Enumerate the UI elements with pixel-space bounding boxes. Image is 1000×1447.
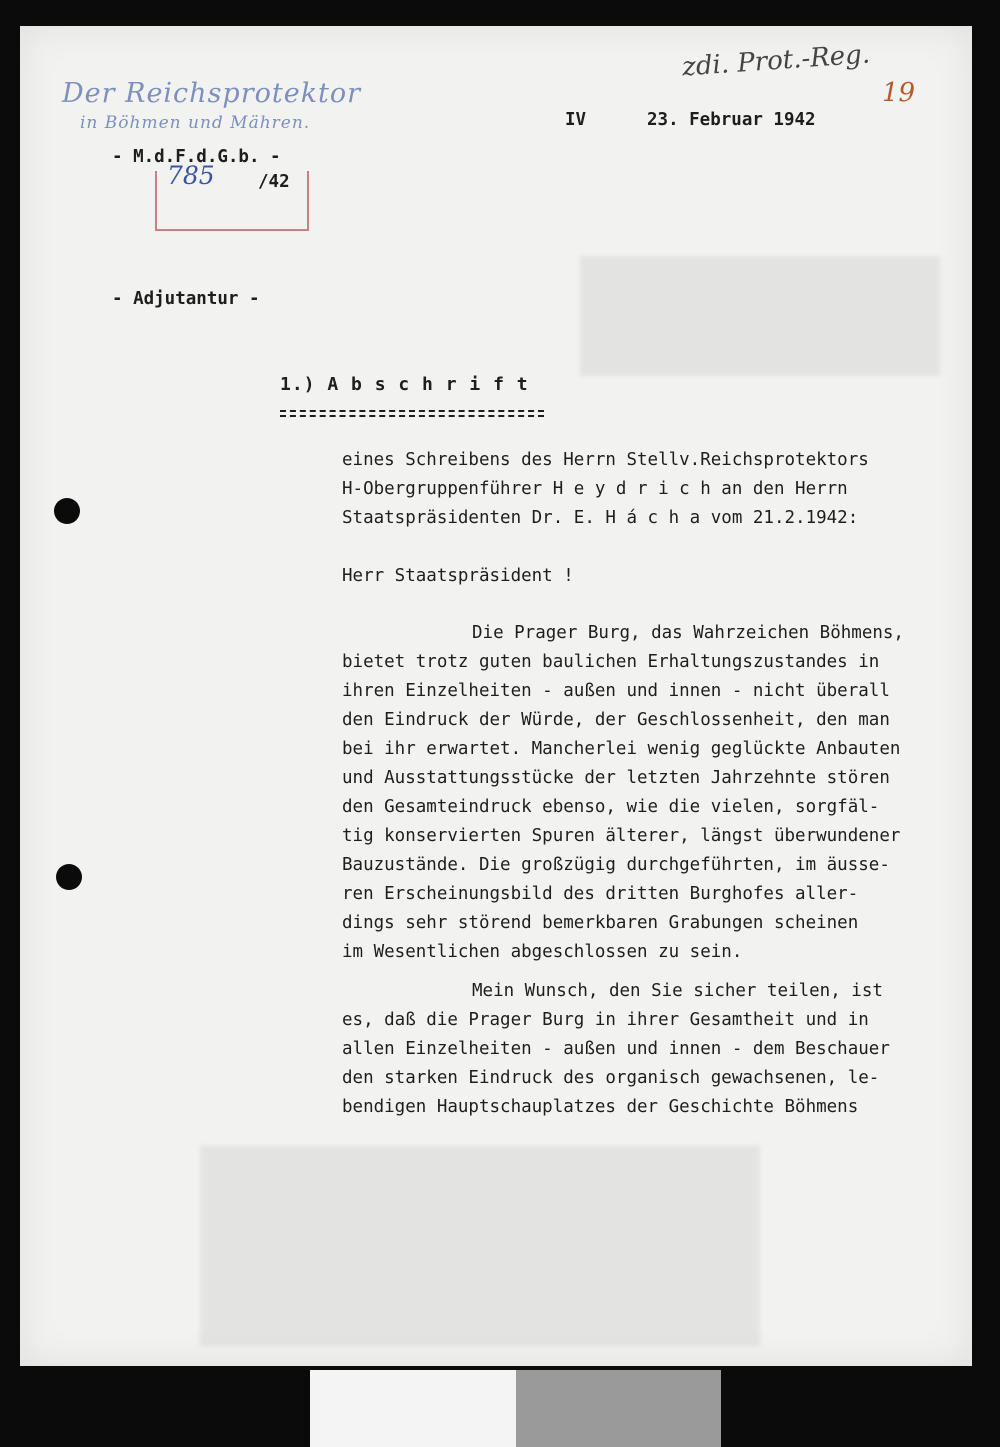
paragraph-line: ihren Einzelheiten - außen und innen - nicht überall — [342, 681, 890, 701]
office-code: - M.d.F.d.G.b. - — [112, 147, 281, 167]
bleed-through-smudge — [580, 256, 940, 376]
paragraph-line: tig konservierten Spuren älterer, längst überwundener — [342, 826, 901, 846]
paragraph-line: Mein Wunsch, den Sie sicher teilen, ist — [472, 981, 883, 1001]
handwritten-reference-number: 785 — [167, 161, 215, 190]
paragraph-line: dings sehr störend bemerkbaren Grabungen scheinen — [342, 913, 859, 933]
intro-line: eines Schreibens des Herrn Stellv.Reichsprotektors — [342, 450, 869, 470]
paragraph-line: den starken Eindruck des organisch gewachsenen, le- — [342, 1068, 880, 1088]
punch-hole — [54, 498, 80, 524]
paragraph-line: es, daß die Prager Burg in ihrer Gesamtheit und in — [342, 1010, 869, 1030]
paragraph-line: ren Erscheinungsbild des dritten Burghofes aller- — [342, 884, 859, 904]
paragraph-line: allen Einzelheiten - außen und innen - dem Beschauer — [342, 1039, 890, 1059]
handwritten-page-number: 19 — [882, 78, 916, 108]
stamp-line-2: in Böhmen und Mähren. — [80, 113, 311, 133]
paragraph-line: bei ihr erwartet. Mancherlei wenig geglückte Anbauten — [342, 739, 901, 759]
intro-line: Staatspräsidenten Dr. E. H á c h a vom 21.2.1942: — [342, 508, 859, 528]
intro-line: H-Obergruppenführer H e y d r i c h an den Herrn — [342, 479, 848, 499]
reference-suffix: /42 — [258, 172, 290, 192]
paragraph-line: und Ausstattungsstücke der letzten Jahrzehnte stören — [342, 768, 890, 788]
paragraph-line: den Eindruck der Würde, der Geschlossenheit, den man — [342, 710, 890, 730]
department-code: IV — [565, 110, 587, 130]
heading-underline — [280, 410, 544, 417]
punch-hole — [56, 864, 82, 890]
handwritten-note: zdi. Prot.-Reg. — [681, 39, 871, 83]
document-page — [20, 26, 972, 1366]
document-date: 23. Februar 1942 — [647, 110, 816, 130]
paragraph-line: Die Prager Burg, das Wahrzeichen Böhmens, — [472, 623, 904, 643]
document-heading: 1.) A b s c h r i f t — [280, 374, 529, 395]
scan-color-strip-gray — [516, 1370, 721, 1447]
section-label: - Adjutantur - — [112, 289, 260, 309]
paragraph-line: im Wesentlichen abgeschlossen zu sein. — [342, 942, 743, 962]
scan-color-strip-white — [310, 1370, 516, 1447]
salutation: Herr Staatspräsident ! — [342, 566, 574, 586]
bleed-through-smudge — [200, 1146, 760, 1346]
stamp-line-1: Der Reichsprotektor — [62, 78, 362, 109]
paragraph-line: bendigen Hauptschauplatzes der Geschichte Böhmens — [342, 1097, 859, 1117]
paragraph-line: Bauzustände. Die großzügig durchgeführten, im äusse- — [342, 855, 890, 875]
paragraph-line: den Gesamteindruck ebenso, wie die vielen, sorgfäl- — [342, 797, 880, 817]
paragraph-line: bietet trotz guten baulichen Erhaltungszustandes in — [342, 652, 880, 672]
